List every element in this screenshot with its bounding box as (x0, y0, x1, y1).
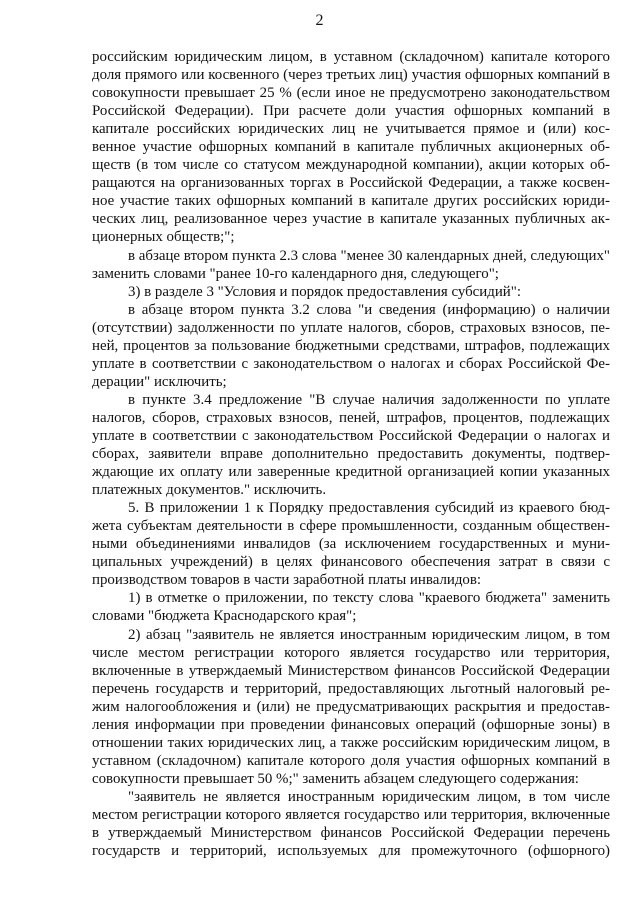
paragraph-clause-2-3: в абзаце втором пункта 2.3 слова "менее 30 календарных дней, следующих" заменить словами "ранее 10-го календарного дня, следующего"; (92, 247, 610, 282)
paragraph-subitem-1: 1) в отметке о приложении, по тексту слова "краевого бюджета" заменить словами "бюджета Краснодарского края"; (92, 590, 610, 625)
page-number: 2 (315, 12, 324, 29)
paragraph-subitem-2: 2) абзац "заявитель не является иностранным юридическим лицом, в том числе местом регистрации которого является государство или территория, включенные в утверждаемый Министерством финансов Российской Федерации перечень государств и территорий, предоставляющих льготный налоговый режим налогообложения и (или) не предусматривающих раскрытия и предоставления информации при проведении финансовых операций (офшорные зоны) в отношении таких юридических лиц, а также российским юридическим лицом, в уставном (складочном) капитале которого доля участия офшорных компаний в совокупности превышает 50 %;" заменить абзацем следующего содержания: (92, 626, 610, 787)
document-body (92, 48, 610, 860)
paragraph-item-5-appendix-1: 5. В приложении 1 к Порядку предоставления субсидий из краевого бюджета субъектам деятельности в сфере промышленности, созданным общественными объединениями инвалидов (за исключением государственных и муниципальных учреждений) в целях финансового обеспечения затрат в связи с производством товаров в части заработной платы инвалидов: (92, 500, 610, 589)
paragraph-offshore-share-continuation: российским юридическим лицом, в уставном (складочном) капитале которого доля прямого или косвенного (через третьих лиц) участия офшорных компаний в совокупности превышает 25 % (если иное не предусмотрено законодательством Российской Федерации). При расчете доли участия офшорных компаний в капитале российских юридических лиц не учитывается прямое и (или) косвенное участие офшорных компаний в капитале публичных акционерных обществ (в том числе со статусом международной компании), акции которых обращаются на организованных торгах в Российской Федерации, а также косвенное участие таких офшорных компаний в капитале других российских юридических лиц, реализованное через участие в капитале указанных публичных акционерных обществ;"; (92, 49, 610, 246)
paragraph-section-3-heading: 3) в разделе 3 "Условия и порядок предоставления субсидий": (128, 283, 521, 300)
paragraph-clause-3-2: в абзаце втором пункта 3.2 слова "и сведения (информацию) о наличии (отсутствии) задолженности по уплате налогов, сборов, страховых взносов, пеней, процентов за пользование бюджетными средствами, штрафов, подлежащих уплате в соответствии с законодательством о налогах и сборах Российской Федерации" исключить; (92, 301, 610, 390)
paragraph-new-wording: "заявитель не является иностранным юридическим лицом, в том числе местом регистрации которого является государство или территория, включенные в утверждаемый Министерством финансов Российской Федерации перечень государств и территорий, используемых для промежуточного (офшорного) (92, 788, 610, 860)
paragraph-clause-3-4: в пункте 3.4 предложение "В случае наличия задолженности по уплате налогов, сборов, страховых взносов, пеней, штрафов, процентов, подлежащих уплате в соответствии с законодательством Российской Федерации о налогах и сборах, заявители вправе дополнительно предоставить документы, подтверждающие их оплату или заверенные кредитной организацией копии указанных платежных документов." исключить. (92, 391, 610, 499)
